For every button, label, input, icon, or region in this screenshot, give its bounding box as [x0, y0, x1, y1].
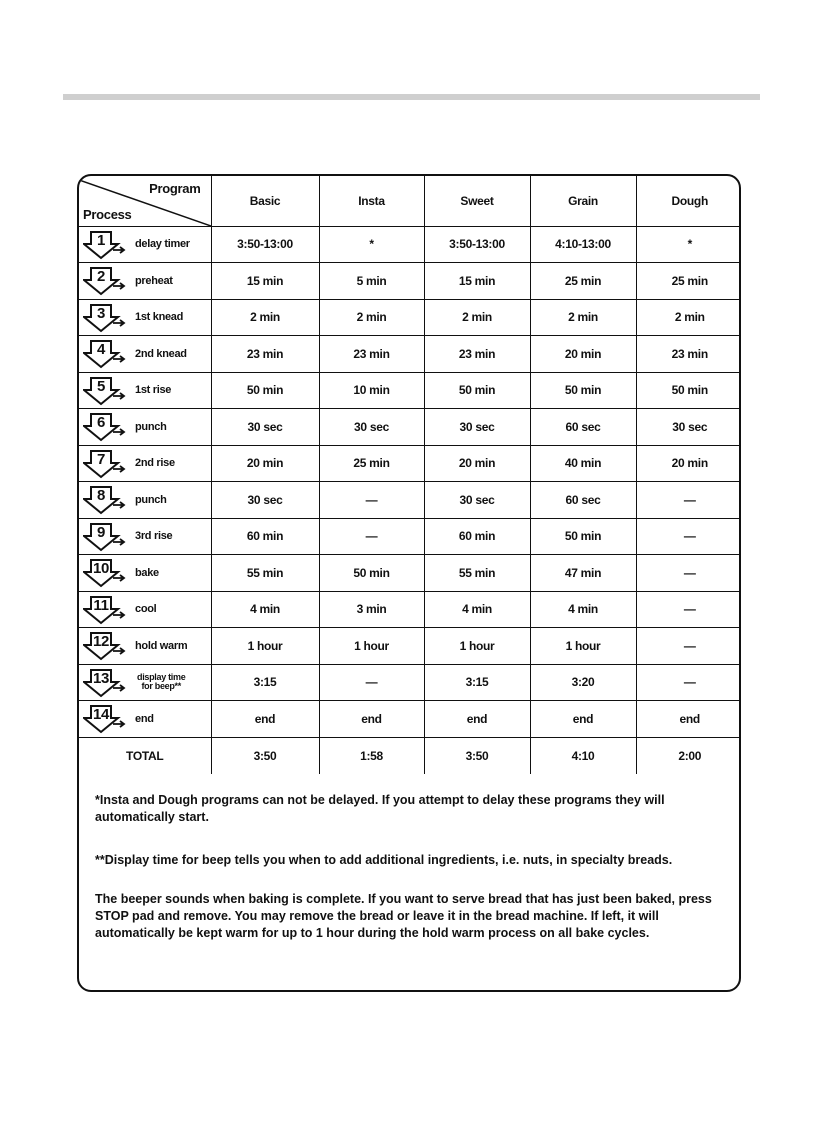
program-label: Program: [149, 181, 201, 196]
value-cell: —: [636, 628, 741, 665]
step-number: 14: [92, 706, 110, 723]
process-label: Process: [83, 206, 132, 222]
total-value: 2:00: [636, 737, 741, 774]
value-cell: 23 min: [319, 336, 424, 373]
process-name-line: display time: [137, 672, 186, 683]
value-cell: 3:50-13:00: [424, 226, 530, 263]
value-cell: 50 min: [211, 372, 319, 409]
value-cell: 25 min: [319, 445, 424, 482]
process-row: [79, 591, 741, 628]
step-arrow-icon: [83, 485, 127, 515]
process-row: [79, 336, 741, 373]
value-cell: 5 min: [319, 263, 424, 300]
value-cell: 50 min: [424, 372, 530, 409]
process-cell: [79, 336, 211, 373]
value-cell: 55 min: [424, 555, 530, 592]
total-label: TOTAL: [79, 737, 211, 774]
value-cell: 3:20: [530, 664, 636, 701]
value-cell: —: [319, 518, 424, 555]
step-arrow-icon: [83, 303, 127, 333]
value-cell: 50 min: [530, 518, 636, 555]
process-name: [137, 673, 185, 691]
process-cell: [79, 445, 211, 482]
process-row: [79, 372, 741, 409]
process-cell: [79, 263, 211, 300]
process-cell: [79, 701, 211, 738]
process-name: delay timer: [135, 238, 190, 251]
process-cell: [79, 482, 211, 519]
column-header-basic: Basic: [211, 176, 319, 226]
value-cell: 2 min: [530, 299, 636, 336]
process-name: end: [135, 712, 154, 725]
value-cell: 20 min: [530, 336, 636, 373]
process-row: [79, 664, 741, 701]
step-number: 12: [92, 633, 110, 650]
value-cell: end: [636, 701, 741, 738]
step-arrow-icon: [83, 230, 127, 260]
step-arrow-icon: [83, 595, 127, 625]
process-row: [79, 482, 741, 519]
value-cell: 4 min: [211, 591, 319, 628]
value-cell: 2 min: [424, 299, 530, 336]
value-cell: end: [211, 701, 319, 738]
step-number: 10: [92, 560, 110, 577]
total-value: 1:58: [319, 737, 424, 774]
column-header-grain: Grain: [530, 176, 636, 226]
value-cell: 30 sec: [211, 409, 319, 446]
column-header-insta: Insta: [319, 176, 424, 226]
value-cell: —: [319, 482, 424, 519]
step-arrow-icon: [83, 266, 127, 296]
value-cell: 47 min: [530, 555, 636, 592]
process-name: 2nd knead: [135, 347, 187, 360]
value-cell: 2 min: [636, 299, 741, 336]
step-arrow-icon: [83, 339, 127, 369]
step-arrow-icon: [83, 631, 127, 661]
value-cell: 55 min: [211, 555, 319, 592]
process-cell: [79, 628, 211, 665]
step-number: 9: [96, 523, 106, 541]
step-arrow-icon: [83, 449, 127, 479]
value-cell: 50 min: [636, 372, 741, 409]
step-arrow-icon: [83, 668, 127, 698]
value-cell: 4 min: [530, 591, 636, 628]
step-number: 4: [96, 341, 106, 358]
column-header-sweet: Sweet: [424, 176, 530, 226]
value-cell: 60 sec: [530, 482, 636, 519]
value-cell: *: [319, 226, 424, 263]
value-cell: 30 sec: [319, 409, 424, 446]
value-cell: 25 min: [530, 263, 636, 300]
step-number: 13: [92, 669, 110, 687]
value-cell: 30 sec: [424, 409, 530, 446]
step-number: 5: [96, 377, 106, 395]
value-cell: 20 min: [636, 445, 741, 482]
top-rule: [63, 94, 760, 100]
value-cell: —: [636, 482, 741, 519]
step-number: 2: [96, 268, 106, 285]
value-cell: 23 min: [636, 336, 741, 373]
process-row: [79, 555, 741, 592]
note-beeper: The beeper sounds when baking is complete. If you want to serve bread that has just been baked, press STOP pad and remove. You may remove the bread or leave it in the bread machine. If left, it will automatically be kept warm for up to 1 hour during the hold warm process on all bake cycles.: [95, 892, 712, 940]
process-cell: [79, 664, 211, 701]
total-value: 3:50: [211, 737, 319, 774]
step-number: 7: [96, 450, 106, 468]
step-arrow-icon: [83, 558, 127, 588]
notes: [95, 792, 725, 942]
value-cell: 50 min: [319, 555, 424, 592]
process-cell: [79, 591, 211, 628]
note-delay: *Insta and Dough programs can not be delayed. If you attempt to delay these programs they will automatically start.: [95, 793, 665, 824]
process-table: [79, 176, 741, 774]
process-row: [79, 518, 741, 555]
value-cell: *: [636, 226, 741, 263]
process-cell: [79, 299, 211, 336]
value-cell: —: [636, 591, 741, 628]
total-value: 3:50: [424, 737, 530, 774]
process-row: [79, 226, 741, 263]
process-name: punch: [135, 420, 167, 433]
step-number: 3: [96, 304, 106, 322]
step-arrow-icon: [83, 376, 127, 406]
value-cell: —: [636, 518, 741, 555]
process-row: [79, 701, 741, 738]
process-name: punch: [135, 493, 167, 506]
value-cell: 2 min: [319, 299, 424, 336]
process-cell: [79, 518, 211, 555]
value-cell: 4 min: [424, 591, 530, 628]
step-number: 6: [96, 414, 106, 431]
step-arrow-icon: [83, 412, 127, 442]
process-row: [79, 263, 741, 300]
value-cell: —: [636, 664, 741, 701]
total-row: [79, 737, 741, 774]
process-name: 3rd rise: [135, 530, 173, 543]
column-header-dough: Dough: [636, 176, 741, 226]
process-cell: [79, 226, 211, 263]
value-cell: —: [636, 555, 741, 592]
value-cell: 3:50-13:00: [211, 226, 319, 263]
value-cell: end: [424, 701, 530, 738]
process-row: [79, 628, 741, 665]
value-cell: 1 hour: [530, 628, 636, 665]
value-cell: 4:10-13:00: [530, 226, 636, 263]
step-number: 8: [96, 487, 106, 504]
value-cell: 15 min: [211, 263, 319, 300]
value-cell: 30 sec: [424, 482, 530, 519]
corner-header: [79, 176, 211, 226]
value-cell: 60 min: [424, 518, 530, 555]
value-cell: 60 min: [211, 518, 319, 555]
process-name: cool: [135, 603, 157, 616]
value-cell: 15 min: [424, 263, 530, 300]
value-cell: 40 min: [530, 445, 636, 482]
note-beep: **Display time for beep tells you when to add additional ingredients, i.e. nuts, in specialty breads.: [95, 853, 673, 867]
process-name: 2nd rise: [135, 457, 175, 470]
value-cell: 50 min: [530, 372, 636, 409]
process-row: [79, 445, 741, 482]
process-name-line: for beep**: [141, 681, 181, 692]
bake-cycle-chart: [77, 174, 741, 992]
process-row: [79, 299, 741, 336]
value-cell: 30 sec: [636, 409, 741, 446]
process-row: [79, 409, 741, 446]
value-cell: 23 min: [424, 336, 530, 373]
value-cell: —: [319, 664, 424, 701]
process-name: preheat: [135, 274, 173, 287]
value-cell: 60 sec: [530, 409, 636, 446]
value-cell: 30 sec: [211, 482, 319, 519]
step-number: 1: [96, 231, 106, 249]
value-cell: 23 min: [211, 336, 319, 373]
step-arrow-icon: [83, 704, 127, 734]
header-row: [79, 176, 741, 226]
process-cell: [79, 409, 211, 446]
value-cell: 20 min: [211, 445, 319, 482]
value-cell: 20 min: [424, 445, 530, 482]
value-cell: 3:15: [211, 664, 319, 701]
value-cell: 25 min: [636, 263, 741, 300]
step-number: 11: [93, 596, 109, 614]
value-cell: 2 min: [211, 299, 319, 336]
value-cell: 1 hour: [319, 628, 424, 665]
process-cell: [79, 372, 211, 409]
value-cell: 10 min: [319, 372, 424, 409]
value-cell: 1 hour: [211, 628, 319, 665]
total-value: 4:10: [530, 737, 636, 774]
value-cell: 3:15: [424, 664, 530, 701]
value-cell: end: [530, 701, 636, 738]
value-cell: 1 hour: [424, 628, 530, 665]
value-cell: end: [319, 701, 424, 738]
process-name: hold warm: [135, 639, 188, 652]
process-cell: [79, 555, 211, 592]
step-arrow-icon: [83, 522, 127, 552]
process-name: 1st rise: [135, 384, 172, 397]
process-name: bake: [135, 566, 159, 579]
process-name: 1st knead: [135, 311, 184, 324]
value-cell: 3 min: [319, 591, 424, 628]
